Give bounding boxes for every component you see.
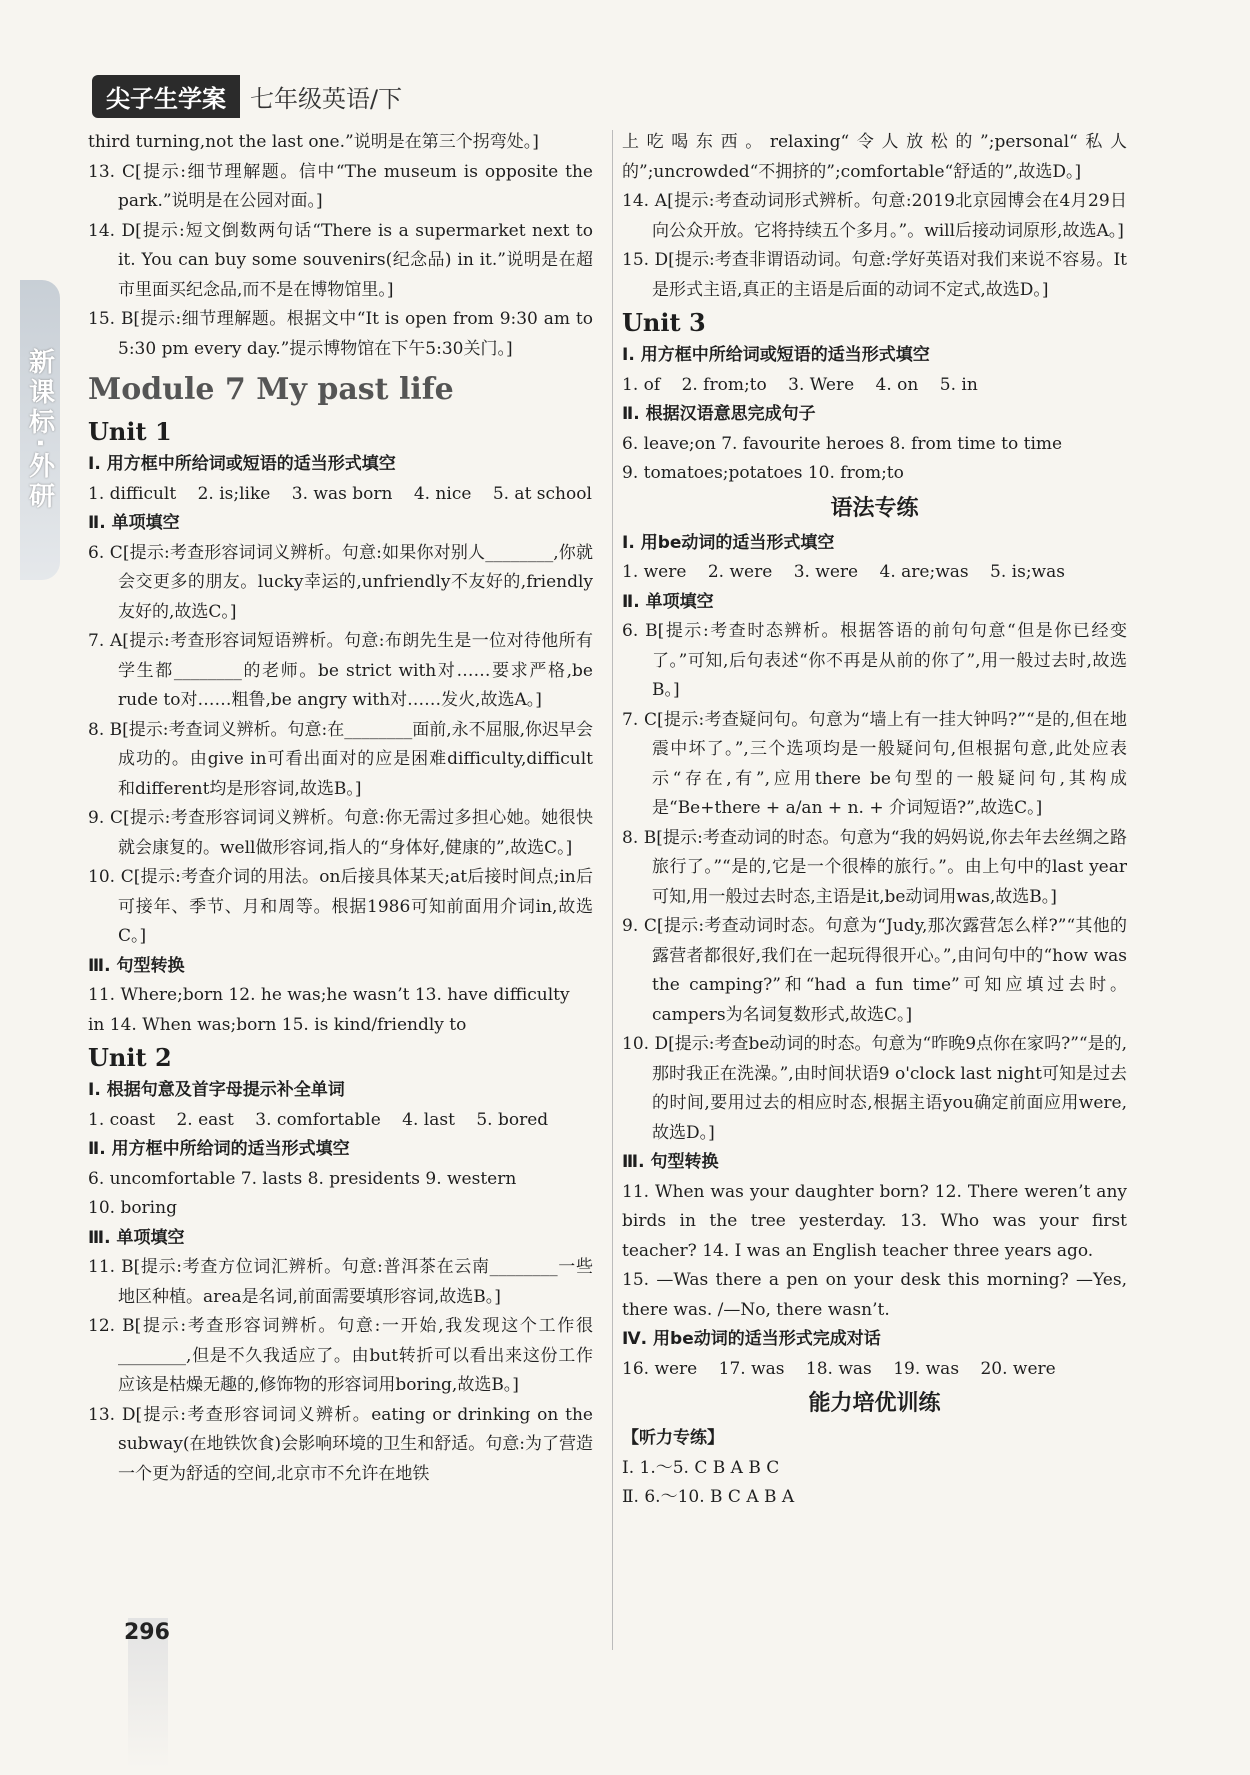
answer-item: 7. A[提示:考查形容词短语辨析。句意:布朗先生是一位对待他所有学生都________的老师。be strict with对……要求严格,be rude to对……粗鲁,be angry with对……发火,故选A。]: [88, 631, 593, 710]
answer-item: 11. B[提示:考查方位词汇辨析。句意:普洱茶在云南________一些地区种植。area是名词,前面需要填形容词,故选B。]: [88, 1257, 593, 1307]
answer-item: 15. B[提示:细节理解题。根据文中“It is open from 9:30 am to 5:30 pm every day.”提示博物馆在下午5:30关门。]: [88, 309, 593, 359]
answer: 3. was born: [291, 483, 393, 504]
answer-item: 7. C[提示:考查疑问句。句意为“墙上有一挂大钟吗?”“是的,但在地震中坏了。”,三个选项均是一般疑问句,但根据句意,此处应表示“存在,有”,应用there be句型的一般疑问句,其构成是“Be+there + a/an + n. + 介词短语?”,故选C。]: [622, 709, 1127, 818]
answer: 1. were: [622, 562, 687, 582]
section-title: Ⅰ. 用be动词的适当形式填空: [622, 532, 835, 553]
answer-item: 上吃喝东西。relaxing“令人放松的”;personal“私人的”;uncrowded“不拥挤的”;comfortable“舒适的”,故选D。]: [622, 132, 1127, 182]
section-title: Ⅱ. 单项填空: [622, 591, 714, 612]
section-title: Ⅱ. 根据汉语意思完成句子: [622, 404, 816, 424]
answer: 5. is;was: [990, 562, 1065, 582]
answer-item: 8. B[提示:考查词义辨析。句意:在________面前,永不屈服,你迟早会成功的。由give in可看出面对的应是困难difficulty,difficult和different均是形容词,故选B。]: [88, 719, 594, 799]
side-tab-label: 新课标·外研: [24, 348, 55, 512]
answer: 5. at school: [492, 483, 592, 504]
section-title: Ⅱ. 单项填空: [88, 513, 180, 533]
answer-row: [88, 480, 593, 510]
section-title: Ⅰ. 根据句意及首字母提示补全单词: [88, 1080, 345, 1100]
answer: 2. east: [176, 1109, 234, 1130]
answer-row: Ⅱ. 6.～10. B C A B A: [622, 1487, 795, 1507]
answer-item: 10. D[提示:考查be动词的时态。句意为“昨晚9点你在家吗?”“是的,那时我正在洗澡。”,由时间状语9 o'clock last night可知是过去的时间,要用过去的相应时态,根据主语you确定前面应用were,故选D。]: [622, 1034, 1127, 1143]
section-title: Ⅳ. 用be动词的适当形式完成对话: [622, 1329, 881, 1349]
answer-item: 15. —Was there a pen on your desk this morning? —Yes, there was. /—No, there wasn’t.: [622, 1270, 1127, 1320]
answer-row: 10. boring: [88, 1198, 177, 1218]
answer-item: 9. C[提示:考查动词时态。句意为“Judy,那次露营怎么样?”“其他的露营者都很好,我们在一起玩得很开心。”,由问句中的“how was the camping?”和“had a fun time”可知应填过去时。campers为名词复数形式,故选C。]: [622, 916, 1127, 1025]
answer-row: 9. tomatoes;potatoes 10. from;to: [622, 463, 904, 483]
section-title: Ⅱ. 用方框中所给词的适当形式填空: [88, 1139, 350, 1159]
page-number: 296: [124, 1620, 170, 1645]
answer: 1. difficult: [88, 483, 177, 504]
answer-item: 14. D[提示:短文倒数两句话“There is a supermarket next to it. You can buy some souvenirs(纪念品) in it.”说明是在超市里面买纪念品,而不是在博物馆里。]: [88, 220, 593, 300]
answer-row: [622, 1355, 1127, 1385]
section-title: Ⅰ. 用方框中所给词或短语的适当形式填空: [622, 345, 930, 365]
answer-row: 6. uncomfortable 7. lasts 8. presidents 9. western: [88, 1168, 517, 1189]
book-subtitle: 七年级英语/下: [250, 84, 403, 113]
listening-label: 【听力专练】: [622, 1428, 724, 1448]
answer-item: 10. C[提示:考查介词的用法。on后接具体某天;at后接时间点;in后可接年、季节、月和周等。根据1986可知前面用介词in,故选C。]: [88, 867, 593, 946]
answer-item: 6. B[提示:考查时态辨析。根据答语的前句句意“但是你已经变了。”可知,后句表述“你不再是从前的你了”,用一般过去时,故选B。]: [622, 621, 1127, 700]
answer: 1. of: [622, 374, 661, 395]
answer: 3. comfortable: [255, 1109, 381, 1130]
answer-item: 12. B[提示:考查形容词辨析。句意:一开始,我发现这个工作很________,但是不久我适应了。由but转折可以看出来这份工作应该是枯燥无趣的,修饰物的形容词用boring,故选B。]: [88, 1316, 593, 1395]
answer-item: 14. A[提示:考查动词形式辨析。句意:2019北京园博会在4月29日向公众开放。它将持续五个多月。”。will后接动词原形,故选A。]: [622, 191, 1127, 241]
right-column: [622, 128, 1127, 1513]
answer: 3. Were: [788, 374, 855, 395]
answer-row: [88, 1106, 593, 1136]
section-title: Ⅲ. 单项填空: [88, 1227, 185, 1248]
answer: 19. was: [893, 1358, 960, 1379]
answer-item: 8. B[提示:考查动词的时态。句意为“我的妈妈说,你去年去丝绸之路旅行了。”“是的,它是一个很棒的旅行。”。由上句中的last year可知,用一般过去时态,主语是it,be动词用was,故选B。]: [622, 827, 1127, 907]
section-title: Ⅲ. 句型转换: [88, 955, 185, 976]
section-title: Ⅰ. 用方框中所给词或短语的适当形式填空: [88, 454, 396, 474]
answer-row: [622, 558, 1127, 588]
answer: 5. in: [939, 374, 978, 395]
column-divider: [612, 130, 613, 1650]
answer-item: 6. C[提示:考查形容词词义辨析。句意:如果你对别人________,你就会交更多的朋友。lucky幸运的,unfriendly不友好的,friendly友好的,故选C。]: [88, 542, 593, 622]
page-header: [92, 76, 402, 116]
answer: 4. nice: [413, 483, 472, 504]
answer: 2. were: [707, 562, 773, 582]
ability-title: 能力培优训练: [808, 1391, 941, 1416]
answer-item: 9. C[提示:考查形容词词义辨析。句意:你无需过多担心她。她很快就会康复的。well做形容词,指人的“身体好,健康的”,故选C。]: [88, 808, 593, 858]
brand-label: 尖子生学案: [92, 75, 240, 118]
answer: 20. were: [980, 1358, 1056, 1379]
side-tab: [20, 280, 60, 580]
answer-item: third turning,not the last one.”说明是在第三个拐弯处。]: [88, 132, 539, 152]
unit-title: Unit 2: [88, 1043, 172, 1072]
answer: 5. bored: [476, 1109, 549, 1130]
answer-item: 15. D[提示:考查非谓语动词。句意:学好英语对我们来说不容易。It是形式主语,真正的主语是后面的动词不定式,故选D。]: [622, 250, 1127, 300]
answer: 16. were: [622, 1358, 698, 1379]
answer: 4. on: [875, 374, 919, 395]
answer: 17. was: [718, 1358, 785, 1379]
answer-row: 6. leave;on 7. favourite heroes 8. from time to time: [622, 433, 1063, 454]
section-title: Ⅲ. 句型转换: [622, 1152, 719, 1172]
module-title: Module 7 My past life: [88, 372, 454, 407]
grammar-title: 语法专练: [830, 495, 919, 521]
answer-item: 13. C[提示:细节理解题。信中“The museum is opposite the park.”说明是在公园对面。]: [88, 161, 593, 211]
answer: 2. from;to: [681, 374, 767, 395]
answer-row: in 14. When was;born 15. is kind/friendly to: [88, 1014, 467, 1035]
answer: 18. was: [805, 1358, 872, 1379]
answer: 2. is;like: [197, 483, 271, 504]
answer: 1. coast: [88, 1109, 156, 1130]
unit-title: Unit 3: [622, 308, 706, 337]
answer: 4. are;was: [879, 562, 969, 582]
answer-item: 11. When was your daughter born? 12. There weren’t any birds in the tree yesterday. 13. Who was your first teacher? 14. I was an English teacher three years ago.: [622, 1181, 1127, 1261]
answer: 3. were: [793, 562, 859, 582]
unit-title: Unit 1: [88, 417, 172, 446]
answer-row: Ⅰ. 1.～5. C B A B C: [622, 1457, 780, 1478]
answer-row: [622, 371, 1127, 401]
left-column: [88, 128, 593, 1489]
answer-row: 11. Where;born 12. he was;he wasn’t 13. have difficulty: [88, 985, 570, 1005]
answer: 4. last: [402, 1109, 455, 1130]
answer-item: 13. D[提示:考查形容词词义辨析。eating or drinking on the subway(在地铁饮食)会影响环境的卫生和舒适。句意:为了营造一个更为舒适的空间,北京市不允许在地铁: [88, 1404, 593, 1484]
